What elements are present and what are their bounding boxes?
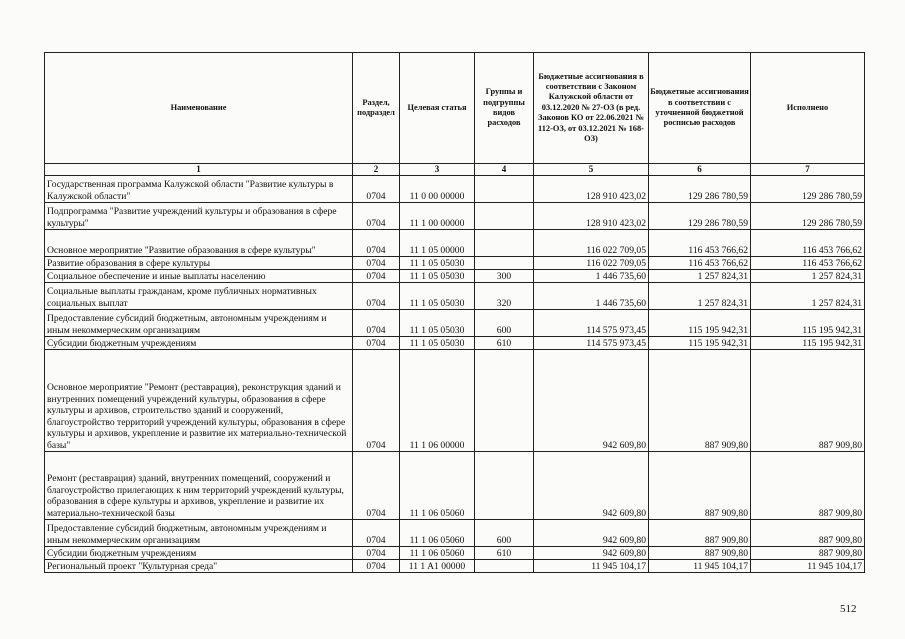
row-name: Государственная программа Калужской области "Развитие культуры в Калужской области" [45, 176, 353, 203]
row-name: Региональный проект "Культурная среда" [45, 560, 353, 573]
header-row [45, 53, 865, 164]
row-section: 0704 [353, 560, 400, 573]
row-group: 600 [475, 520, 534, 547]
row-article: 11 1 05 05030 [400, 283, 475, 310]
row-refined-amount: 116 453 766,62 [649, 230, 751, 257]
page-number: 512 [840, 603, 857, 615]
row-refined-amount: 129 286 780,59 [649, 203, 751, 230]
row-article: 11 0 00 00000 [400, 176, 475, 203]
column-number: 1 [45, 164, 353, 176]
row-article: 11 1 A1 00000 [400, 560, 475, 573]
row-refined-amount: 129 286 780,59 [649, 176, 751, 203]
row-article: 11 1 05 05030 [400, 257, 475, 270]
row-law-amount: 1 446 735,60 [534, 283, 649, 310]
row-group [475, 452, 534, 520]
row-group [475, 350, 534, 452]
table-row [45, 560, 865, 573]
table-row [45, 283, 865, 310]
table-row [45, 520, 865, 547]
row-refined-amount: 1 257 824,31 [649, 283, 751, 310]
header-name: Наименование [45, 53, 353, 164]
row-section: 0704 [353, 176, 400, 203]
row-section: 0704 [353, 337, 400, 350]
row-group: 300 [475, 270, 534, 283]
row-law-amount: 114 575 973,45 [534, 310, 649, 337]
row-law-amount: 942 609,80 [534, 547, 649, 560]
row-executed-amount: 116 453 766,62 [751, 257, 865, 270]
row-executed-amount: 1 257 824,31 [751, 270, 865, 283]
row-law-amount: 128 910 423,02 [534, 203, 649, 230]
row-section: 0704 [353, 452, 400, 520]
row-executed-amount: 115 195 942,31 [751, 310, 865, 337]
row-refined-amount: 11 945 104,17 [649, 560, 751, 573]
table-row [45, 350, 865, 452]
row-article: 11 1 06 05060 [400, 452, 475, 520]
column-number: 2 [353, 164, 400, 176]
header-article: Целевая статья [400, 53, 475, 164]
table-row [45, 337, 865, 350]
row-article: 11 1 06 05060 [400, 547, 475, 560]
table-row [45, 310, 865, 337]
header-section: Раздел, подраздел [353, 53, 400, 164]
row-refined-amount: 115 195 942,31 [649, 337, 751, 350]
row-section: 0704 [353, 230, 400, 257]
row-article: 11 1 06 05060 [400, 520, 475, 547]
column-number-row [45, 164, 865, 176]
row-section: 0704 [353, 270, 400, 283]
table-row [45, 270, 865, 283]
row-name: Основное мероприятие "Ремонт (реставрация), реконструкция зданий и внутренних помещений учреждений культуры, образования в сфере культуры и архивов, строительство зданий и сооружений, благоустройство территорий учреждений культуры, образования в сфере культуры и архивов, укрепление и развитие их материально-технической базы" [45, 350, 353, 452]
row-refined-amount: 887 909,80 [649, 520, 751, 547]
row-section: 0704 [353, 283, 400, 310]
row-refined-amount: 887 909,80 [649, 547, 751, 560]
table-row [45, 547, 865, 560]
row-group [475, 176, 534, 203]
row-group [475, 203, 534, 230]
row-name: Предоставление субсидий бюджетным, автономным учреждениям и иным некоммерческим организациям [45, 520, 353, 547]
header-refined-allocations: Бюджетные ассигнования в соответствии с уточненной бюджетной росписью расходов [649, 53, 751, 164]
row-name: Социальные выплаты гражданам, кроме публичных нормативных социальных выплат [45, 283, 353, 310]
row-refined-amount: 115 195 942,31 [649, 310, 751, 337]
row-law-amount: 116 022 709,05 [534, 257, 649, 270]
row-executed-amount: 116 453 766,62 [751, 230, 865, 257]
table-row [45, 203, 865, 230]
row-article: 11 1 05 00000 [400, 230, 475, 257]
column-number: 4 [475, 164, 534, 176]
header-law-allocations: Бюджетные ассигнования в соответствии с Законом Калужской области от 03.12.2020 № 27-ОЗ (в ред. Законов КО от 22.06.2021 № 112-ОЗ, от 03.12.2021 № 168-ОЗ) [534, 53, 649, 164]
column-number: 6 [649, 164, 751, 176]
row-section: 0704 [353, 257, 400, 270]
row-name: Подпрограмма "Развитие учреждений культуры и образования в сфере культуры" [45, 203, 353, 230]
row-article: 11 1 05 05030 [400, 337, 475, 350]
header-group: Группы и подгруппы видов расходов [475, 53, 534, 164]
row-group [475, 230, 534, 257]
row-refined-amount: 1 257 824,31 [649, 270, 751, 283]
column-number: 5 [534, 164, 649, 176]
row-article: 11 1 05 05030 [400, 310, 475, 337]
row-article: 11 1 05 05030 [400, 270, 475, 283]
column-number: 3 [400, 164, 475, 176]
row-executed-amount: 11 945 104,17 [751, 560, 865, 573]
row-group: 320 [475, 283, 534, 310]
table-row [45, 176, 865, 203]
budget-table [44, 52, 865, 573]
row-name: Субсидии бюджетным учреждениям [45, 547, 353, 560]
row-executed-amount: 887 909,80 [751, 547, 865, 560]
row-section: 0704 [353, 350, 400, 452]
row-refined-amount: 116 453 766,62 [649, 257, 751, 270]
table-row [45, 257, 865, 270]
row-executed-amount: 1 257 824,31 [751, 283, 865, 310]
row-law-amount: 11 945 104,17 [534, 560, 649, 573]
row-refined-amount: 887 909,80 [649, 350, 751, 452]
row-name: Субсидии бюджетным учреждениям [45, 337, 353, 350]
column-number: 7 [751, 164, 865, 176]
row-refined-amount: 887 909,80 [649, 452, 751, 520]
row-section: 0704 [353, 520, 400, 547]
row-executed-amount: 887 909,80 [751, 350, 865, 452]
row-executed-amount: 115 195 942,31 [751, 337, 865, 350]
row-group: 600 [475, 310, 534, 337]
row-executed-amount: 129 286 780,59 [751, 203, 865, 230]
row-law-amount: 942 609,80 [534, 520, 649, 547]
row-name: Ремонт (реставрация) зданий, внутренних помещений, сооружений и благоустройство прилегающих к ним территорий учреждений культуры, образования в сфере культуры и архивов, укрепление и развитие их материально-технической базы [45, 452, 353, 520]
table-row [45, 452, 865, 520]
row-law-amount: 116 022 709,05 [534, 230, 649, 257]
row-article: 11 1 00 00000 [400, 203, 475, 230]
row-name: Предоставление субсидий бюджетным, автономным учреждениям и иным некоммерческим организациям [45, 310, 353, 337]
row-name: Развитие образования в сфере культуры [45, 257, 353, 270]
row-group [475, 257, 534, 270]
row-group: 610 [475, 547, 534, 560]
row-law-amount: 114 575 973,45 [534, 337, 649, 350]
row-name: Основное мероприятие "Развитие образования в сфере культуры" [45, 230, 353, 257]
row-executed-amount: 887 909,80 [751, 520, 865, 547]
table-row [45, 230, 865, 257]
row-section: 0704 [353, 310, 400, 337]
row-law-amount: 942 609,80 [534, 452, 649, 520]
row-section: 0704 [353, 547, 400, 560]
row-law-amount: 942 609,80 [534, 350, 649, 452]
row-section: 0704 [353, 203, 400, 230]
row-executed-amount: 887 909,80 [751, 452, 865, 520]
row-group [475, 560, 534, 573]
row-executed-amount: 129 286 780,59 [751, 176, 865, 203]
row-article: 11 1 06 00000 [400, 350, 475, 452]
row-group: 610 [475, 337, 534, 350]
row-law-amount: 1 446 735,60 [534, 270, 649, 283]
header-executed: Исполнено [751, 53, 865, 164]
row-name: Социальное обеспечение и иные выплаты населению [45, 270, 353, 283]
row-law-amount: 128 910 423,02 [534, 176, 649, 203]
